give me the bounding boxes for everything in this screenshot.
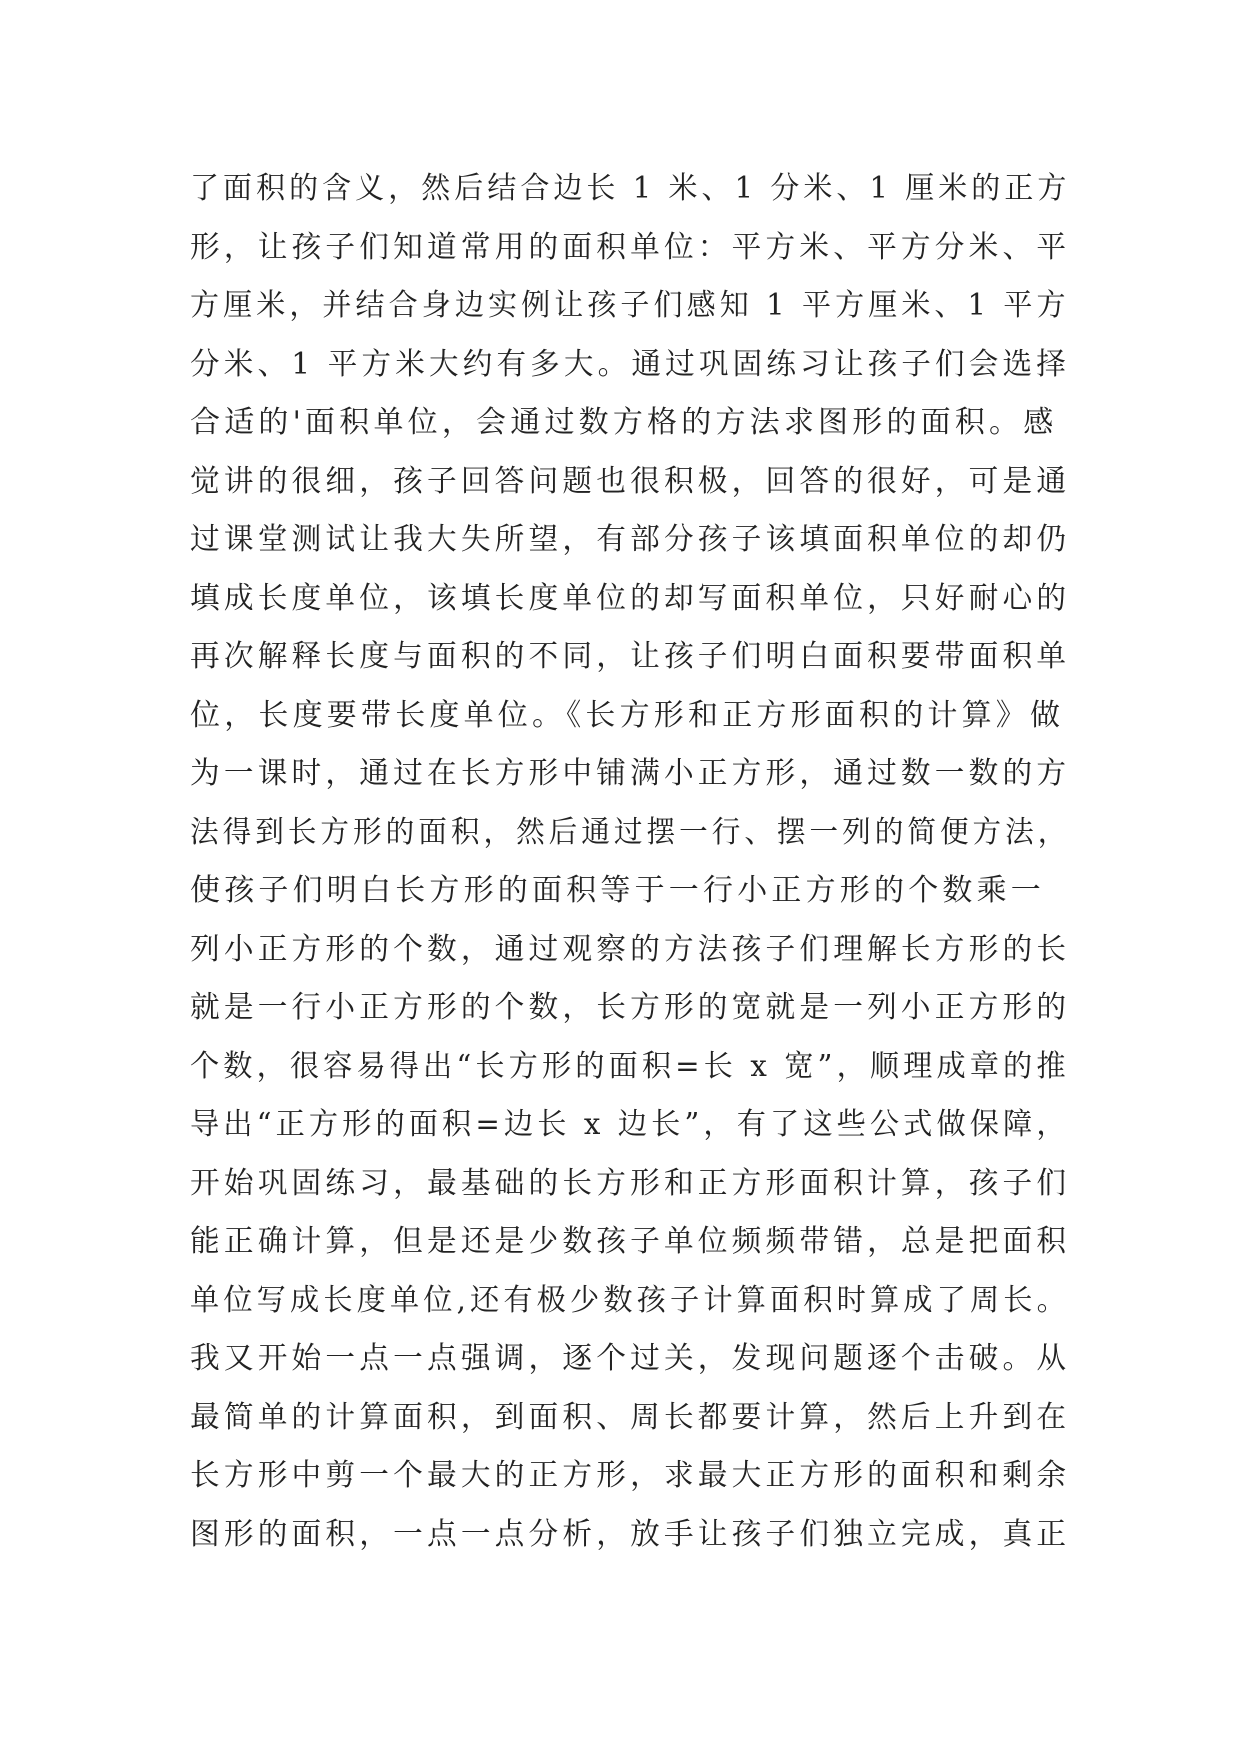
text-line: 合适的'面积单位，会通过数方格的方法求图形的面积。感 — [190, 405, 1058, 440]
text-line: 个数，很容易得出“长方形的面积=长 x 宽”，顺理成章的推 — [190, 1048, 1070, 1084]
text-line: 形，让孩子们知道常用的面积单位：平方米、平方分米、平 — [190, 229, 1071, 265]
text-line: 就是一行小正方形的个数，长方形的宽就是一列小正方形的 — [190, 990, 1071, 1025]
text-line: 觉讲的很细，孩子回答问题也很积极，回答的很好，可是通 — [190, 463, 1071, 499]
text-line: 了面积的含义，然后结合边长 1 米、1 分米、1 厘米的正方 — [190, 171, 1071, 206]
text-line: 最简单的计算面积，到面积、周长都要计算，然后上升到在 — [190, 1399, 1071, 1435]
text-line: 方厘米，并结合身边实例让孩子们感知 1 平方厘米、1 平方 — [190, 288, 1070, 323]
text-line: 列小正方形的个数，通过观察的方法孩子们理解长方形的长 — [190, 931, 1071, 967]
text-line: 分米、1 平方米大约有多大。通过巩固练习让孩子们会选择 — [190, 346, 1071, 382]
text-line: 为一课时，通过在长方形中铺满小正方形，通过数一数的方 — [190, 756, 1071, 791]
text-line: 法得到长方形的面积，然后通过摆一行、摆一列的简便方法， — [190, 814, 1071, 850]
text-line: 图形的面积，一点一点分析，放手让孩子们独立完成，真正 — [190, 1516, 1071, 1552]
text-line: 我又开始一点一点强调，逐个过关，发现问题逐个击破。从 — [190, 1341, 1071, 1376]
text-line: 能正确计算，但是还是少数孩子单位频频带错，总是把面积 — [190, 1224, 1071, 1259]
body-text — [190, 160, 1070, 1564]
text-line: 使孩子们明白长方形的面积等于一行小正方形的个数乘一 — [190, 873, 1045, 908]
text-line: 过课堂测试让我大失所望，有部分孩子该填面积单位的却仍 — [190, 522, 1071, 557]
text-line: 长方形中剪一个最大的正方形，求最大正方形的面积和剩余 — [190, 1458, 1071, 1493]
text-line: 导出“正方形的面积=边长 x 边长”，有了这些公式做保障， — [190, 1107, 1070, 1142]
text-line: 填成长度单位，该填长度单位的却写面积单位，只好耐心的 — [190, 580, 1071, 616]
text-line: 单位写成长度单位,还有极少数孩子计算面积时算成了周长。 — [190, 1282, 1070, 1318]
text-line: 位，长度要带长度单位。《长方形和正方形面积的计算》做 — [190, 697, 1065, 733]
text-line: 再次解释长度与面积的不同，让孩子们明白面积要带面积单 — [190, 639, 1071, 674]
text-line: 开始巩固练习，最基础的长方形和正方形面积计算，孩子们 — [190, 1165, 1071, 1201]
